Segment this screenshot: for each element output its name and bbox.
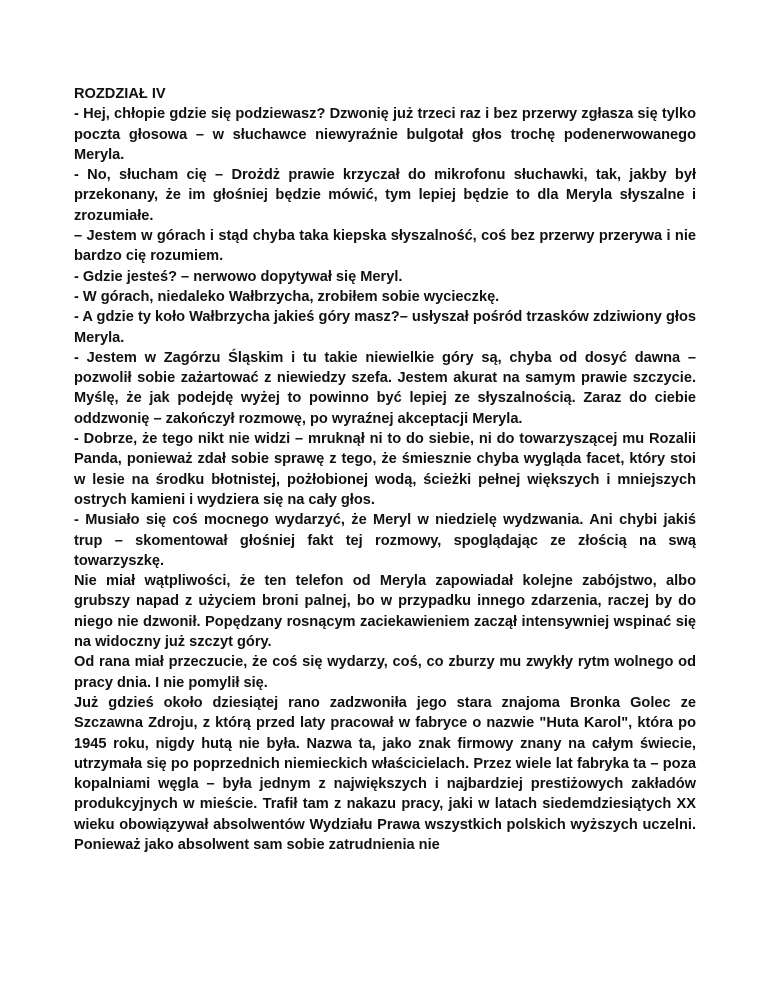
paragraph: Nie miał wątpliwości, że ten telefon od Meryla zapowiadał kolejne zabójstwo, albo grubszy napad z użyciem broni palnej, bo w przypadku innego zdarzenia, raczej by do niego nie dzwonił. Popędzany rosnącym zaciekawieniem zaczął intensywniej wspinać się na widoczny już szczyt góry. xyxy=(74,573,696,651)
paragraph: - A gdzie ty koło Wałbrzycha jakieś góry masz?– usłyszał pośród trzasków zdziwiony głos Meryla. xyxy=(74,309,696,346)
paragraph: Już gdzieś około dziesiątej rano zadzwoniła jego stara znajoma Bronka Golec ze Szczawna Zdroju, z którą przed laty pracował w fabryce o nazwie "Huta Karol", która po 1945 roku, nigdy hutą nie była. Nazwa ta, jako znak firmowy znany na całym świecie, utrzymała się po poprzednich niemieckich właścicielach. Przez wiele lat fabryka ta – poza kopalniami węgla – była jednym z największych i najbardziej prestiżowych zakładów produkcyjnych w mieście. Trafił tam z nakazu pracy, jaki w latach siedemdziesiątych XX wieku obowiązywał absolwentów Wydziału Prawa wszystkich polskich wyższych uczelni. Ponieważ jako absolwent sam sobie zatrudnienia nie xyxy=(74,694,696,853)
document-body xyxy=(74,84,696,855)
paragraph: – Jestem w górach i stąd chyba taka kiepska słyszalność, coś bez przerwy przerywa i nie bardzo cię rozumiem. xyxy=(74,228,696,265)
paragraph: - Musiało się coś mocnego wydarzyć, że Meryl w niedzielę wydzwania. Ani chybi jakiś trup – skomentował głośniej fakt tej rozmowy, spoglądając ze złością na swą towarzyszkę. xyxy=(74,512,696,569)
paragraph: Od rana miał przeczucie, że coś się wydarzy, coś, co zburzy mu zwykły rytm wolnego od pracy dnia. I nie pomylił się. xyxy=(74,654,696,691)
paragraph: - No, słucham cię – Drożdż prawie krzyczał do mikrofonu słuchawki, tak, jakby był przekonany, że im głośniej będzie mówić, tym lepiej będzie to dla Meryla słyszalne i zrozumiałe. xyxy=(74,167,696,224)
paragraph: - Hej, chłopie gdzie się podziewasz? Dzwonię już trzeci raz i bez przerwy zgłasza się tylko poczta głosowa – w słuchawce niewyraźnie bulgotał głos trochę podenerwowanego Meryla. xyxy=(74,106,696,163)
paragraph: - Jestem w Zagórzu Śląskim i tu takie niewielkie góry są, chyba od dosyć dawna – pozwolił sobie zażartować z niewiedzy szefa. Jestem akurat na samym prawie szczycie. Myślę, że jak podejdę wyżej to powinno być lepiej ze słyszalnością. Zaraz do ciebie oddzwonię – zakończył rozmowę, po wyraźnej akceptacji Meryla. xyxy=(74,349,696,427)
chapter-title: ROZDZIAŁ IV xyxy=(74,86,166,102)
paragraph: - Dobrze, że tego nikt nie widzi – mruknął ni to do siebie, ni do towarzyszącej mu Rozalii Panda, ponieważ zdał sobie sprawę z tego, że śmiesznie chyba wygląda facet, który stoi w lesie na środku błotnistej, pożłobionej wodą, ścieżki pełnej większych i mniejszych ostrych kamieni i wydziera się na cały głos. xyxy=(74,431,696,508)
paragraph: - Gdzie jesteś? – nerwowo dopytywał się Meryl. xyxy=(74,268,403,285)
paragraph: - W górach, niedaleko Wałbrzycha, zrobiłem sobie wycieczkę. xyxy=(74,288,500,305)
